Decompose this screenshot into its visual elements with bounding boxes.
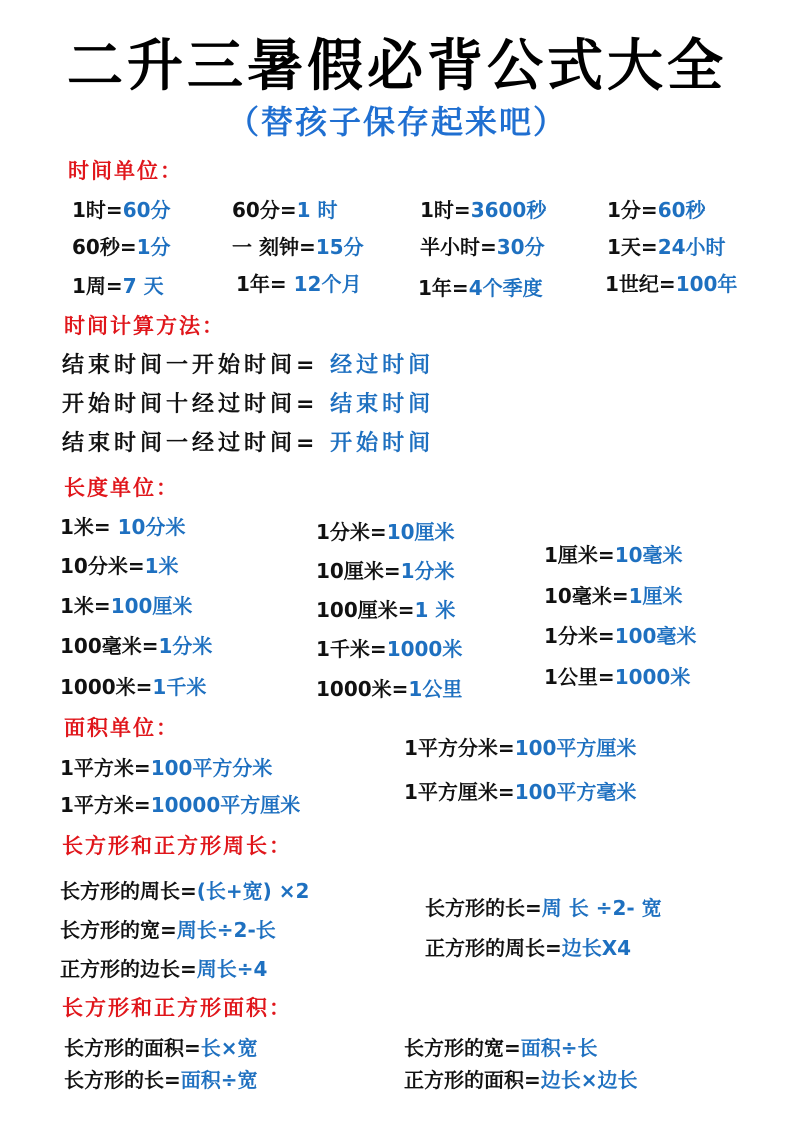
- formula-item: 1厘米=10毫米: [544, 543, 683, 567]
- formula-item: 长方形的长=面积÷宽: [64, 1068, 258, 1092]
- formula-item: 1公里=1000米: [544, 665, 691, 689]
- formula-item: 1平方厘米=100平方毫米: [404, 780, 637, 804]
- formula-item: 1分米=10厘米: [316, 520, 455, 544]
- formula-item: 60分=1 时: [232, 198, 338, 222]
- formula-item: 1年=4个季度: [418, 276, 543, 300]
- formula-item: 长方形的长=周 长 ÷2- 宽: [425, 896, 662, 920]
- section-heading-time-units: 时间单位：: [68, 159, 183, 183]
- formula-item: 100厘米=1 米: [316, 598, 456, 622]
- page-subtitle: （替孩子保存起来吧）: [226, 103, 567, 141]
- section-heading-area-units: 面积单位：: [64, 716, 179, 740]
- formula-item: 1时=3600秒: [420, 198, 547, 222]
- formula-item: 结束时间一开始时间= 经过时间: [62, 353, 435, 378]
- formula-item: 1000米=1千米: [60, 675, 207, 699]
- section-heading-area: 长方形和正方形面积：: [62, 996, 292, 1020]
- section-heading-perimeter: 长方形和正方形周长：: [62, 834, 292, 858]
- formula-item: 长方形的周长=(长+宽) ×2: [60, 879, 310, 903]
- formula-item: 1天=24小时: [607, 235, 726, 259]
- formula-item: 1米=100厘米: [60, 594, 193, 618]
- formula-item: 正方形的周长=边长X4: [425, 936, 632, 960]
- formula-item: 1米= 10分米: [60, 515, 186, 539]
- formula-item: 正方形的边长=周长÷4: [60, 957, 268, 981]
- formula-item: 10毫米=1厘米: [544, 584, 683, 608]
- formula-item: 结束时间一经过时间= 开始时间: [62, 431, 435, 456]
- formula-item: 半小时=30分: [420, 235, 545, 259]
- formula-item: 1分米=100毫米: [544, 624, 697, 648]
- formula-item: 1世纪=100年: [605, 272, 738, 296]
- formula-item: 长方形的宽=面积÷长: [404, 1036, 598, 1060]
- formula-item: 1千米=1000米: [316, 637, 463, 661]
- section-heading-length-units: 长度单位：: [64, 476, 179, 500]
- formula-item: 1年= 12个月: [236, 272, 362, 296]
- formula-item: 1时=60分: [72, 198, 171, 222]
- formula-item: 开始时间十经过时间= 结束时间: [62, 392, 435, 417]
- page-title: 二升三暑假必背公式大全: [67, 34, 727, 99]
- formula-item: 长方形的宽=周长÷2-长: [60, 918, 276, 942]
- formula-item: 1000米=1公里: [316, 677, 463, 701]
- formula-item: 60秒=1分: [72, 235, 171, 259]
- formula-item: 长方形的面积=长×宽: [64, 1036, 258, 1060]
- formula-item: 1周=7 天: [72, 274, 164, 298]
- formula-item: 100毫米=1分米: [60, 634, 213, 658]
- formula-item: 1分=60秒: [607, 198, 706, 222]
- formula-item: 10分米=1米: [60, 554, 179, 578]
- formula-item: 正方形的面积=边长×边长: [404, 1068, 638, 1092]
- formula-item: 1平方米=100平方分米: [60, 756, 273, 780]
- formula-item: 一 刻钟=15分: [232, 235, 364, 259]
- section-heading-time-calc: 时间计算方法：: [64, 314, 225, 338]
- formula-item: 10厘米=1分米: [316, 559, 455, 583]
- formula-item: 1平方分米=100平方厘米: [404, 736, 637, 760]
- formula-item: 1平方米=10000平方厘米: [60, 793, 301, 817]
